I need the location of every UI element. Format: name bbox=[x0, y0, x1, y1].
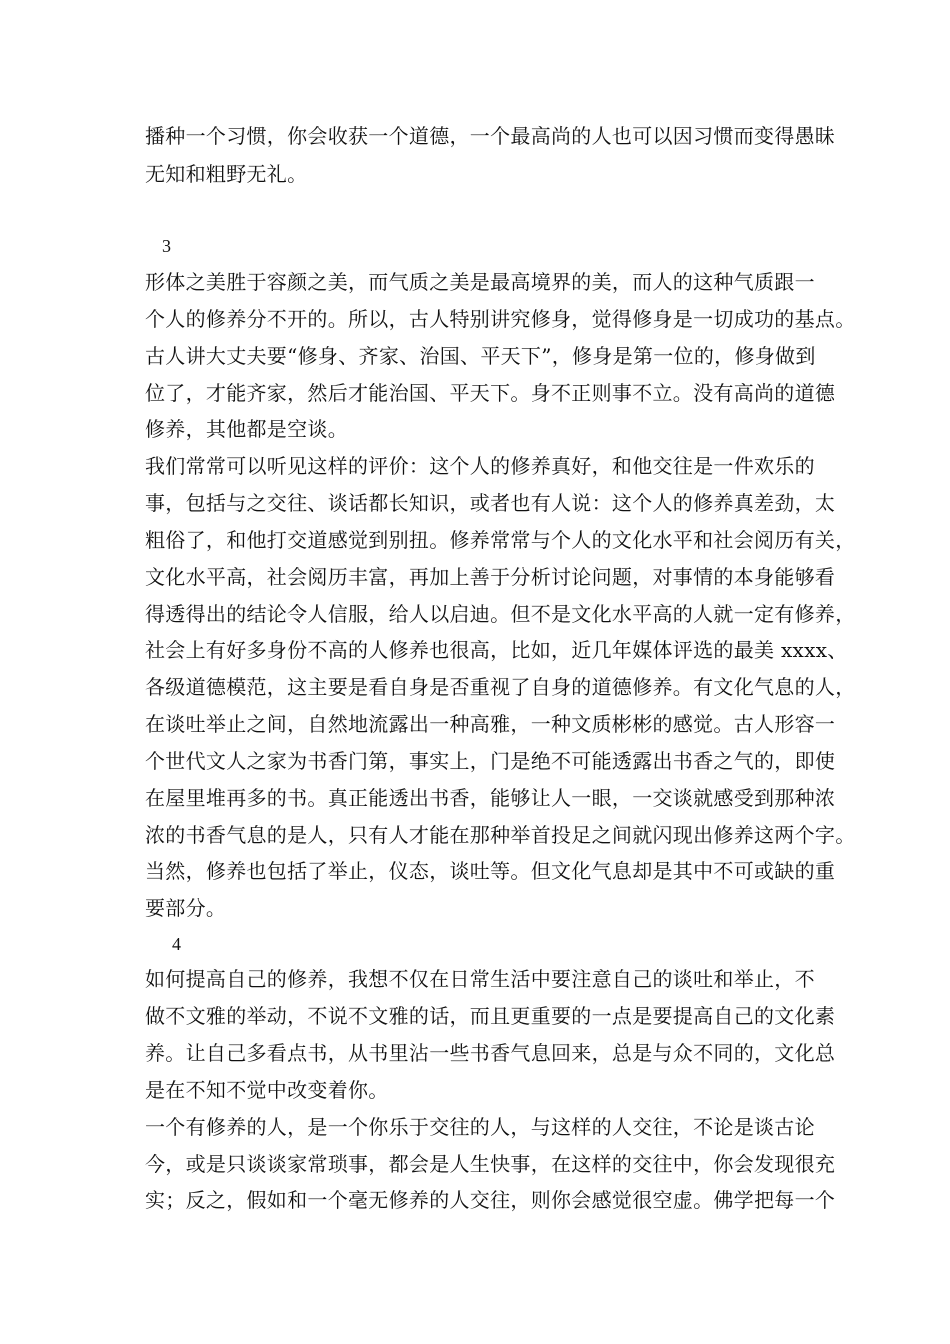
paragraph-line: 做不文雅的举动，不说不文雅的话，而且更重要的一点是要提高自己的文化素 bbox=[145, 1004, 836, 1028]
paragraph-line: 事，包括与之交往、谈话都长知识，或者也有人说：这个人的修养真差劲，太 bbox=[145, 491, 836, 515]
paragraph-line: 是在不知不觉中改变着你。 bbox=[145, 1078, 389, 1102]
paragraph-line: 古人讲大丈夫要“修身、齐家、治国、平天下”，修身是第一位的，修身做到 bbox=[145, 344, 816, 368]
paragraph-line: 在谈吐举止之间，自然地流露出一种高雅，一种文质彬彬的感觉。古人形容一 bbox=[145, 712, 836, 736]
paragraph-line: 文化水平高，社会阅历丰富，再加上善于分析讨论问题，对事情的本身能够看 bbox=[145, 565, 836, 589]
paragraph-line: 粗俗了，和他打交道感觉到别扭。修养常常与个人的文化水平和社会阅历有关， bbox=[145, 528, 856, 552]
paragraph-line: 位了，才能齐家，然后才能治国、平天下。身不正则事不立。没有高尚的道德 bbox=[145, 381, 836, 405]
paragraph-line: 个人的修养分不开的。所以，古人特别讲究修身，觉得修身是一切成功的基点。 bbox=[145, 307, 856, 331]
paragraph-line: 个世代文人之家为书香门第，事实上，门是绝不可能透露出书香之气的，即使 bbox=[145, 749, 836, 773]
paragraph-line: 一个有修养的人，是一个你乐于交往的人，与这样的人交往，不论是谈古论 bbox=[145, 1115, 815, 1139]
paragraph-line: 如何提高自己的修养，我想不仅在日常生活中要注意自己的谈吐和举止，不 bbox=[145, 967, 815, 991]
paragraph-line: 养。让自己多看点书，从书里沾一些书香气息回来，总是与众不同的，文化总 bbox=[145, 1041, 836, 1065]
paragraph-line: 形体之美胜于容颜之美，而气质之美是最高境界的美，而人的这种气质跟一 bbox=[145, 270, 815, 294]
paragraph-line: 在屋里堆再多的书。真正能透出书香，能够让人一眼，一交谈就感受到那种浓 bbox=[145, 786, 836, 810]
paragraph-line: 实；反之，假如和一个毫无修养的人交往，则你会感觉很空虚。佛学把每一个 bbox=[145, 1188, 836, 1212]
section-number: 4 bbox=[172, 934, 182, 954]
paragraph-line: 修养，其他都是空谈。 bbox=[145, 417, 348, 441]
paragraph-line: 播种一个习惯，你会收获一个道德，一个最高尚的人也可以因习惯而变得愚昧 bbox=[145, 124, 836, 148]
paragraph-line: 各级道德模范，这主要是看自身是否重视了自身的道德修养。有文化气息的人， bbox=[145, 675, 856, 699]
paragraph-line: 浓的书香气息的是人，只有人才能在那种举首投足之间就闪现出修养这两个字。 bbox=[145, 823, 856, 847]
paragraph-line: 无知和粗野无礼。 bbox=[145, 162, 308, 186]
section-number: 3 bbox=[162, 236, 172, 256]
paragraph-line: 今，或是只谈谈家常琐事，都会是人生快事，在这样的交往中，你会发现很充 bbox=[145, 1152, 836, 1176]
paragraph-line: 要部分。 bbox=[145, 896, 227, 920]
paragraph-line: 社会上有好多身份不高的人修养也很高，比如，近几年媒体评选的最美 xxxx、 bbox=[145, 638, 848, 662]
paragraph-line: 得透得出的结论令人信服，给人以启迪。但不是文化水平高的人就一定有修养， bbox=[145, 602, 856, 626]
paragraph-line: 我们常常可以听见这样的评价：这个人的修养真好，和他交往是一件欢乐的 bbox=[145, 454, 815, 478]
paragraph-line: 当然，修养也包括了举止，仪态，谈吐等。但文化气息却是其中不可或缺的重 bbox=[145, 859, 836, 883]
